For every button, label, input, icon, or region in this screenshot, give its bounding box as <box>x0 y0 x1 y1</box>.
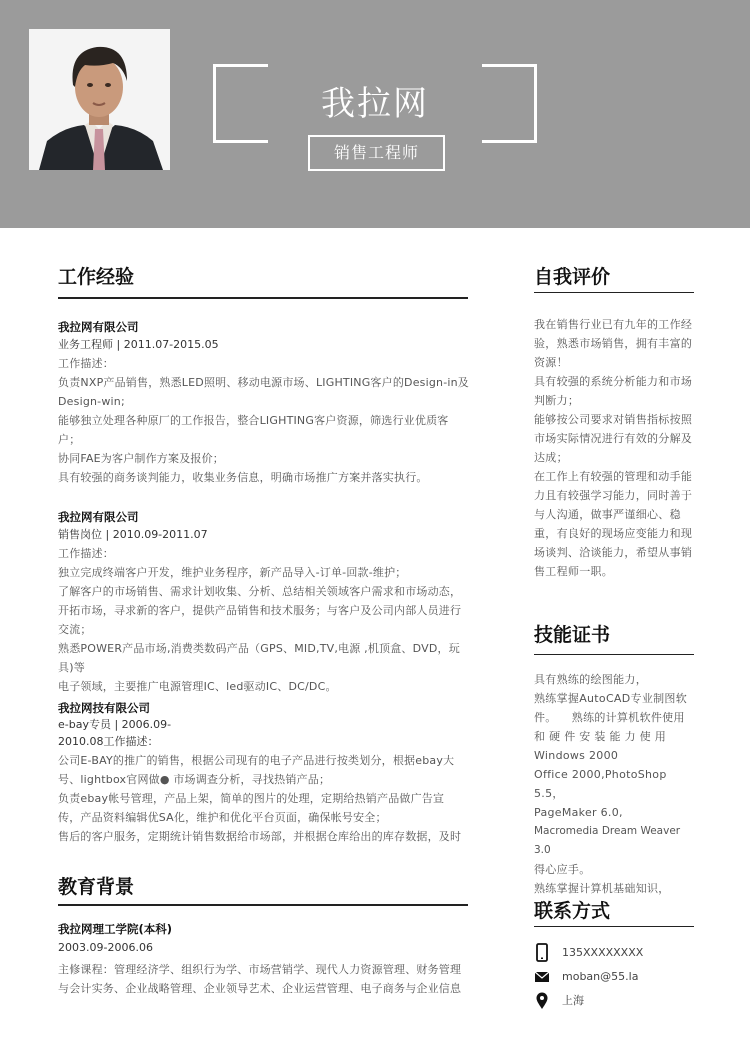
text-line: 我在销售行业已有九年的工作经 <box>534 318 693 331</box>
profile-photo-image <box>29 29 170 170</box>
text-line: 熟练掌握AutoCAD专业制图软 <box>534 692 688 705</box>
desc-line: 能够独立处理各种原厂的工作报告，整合LIGHTING客户资源，筛选行业优质客 <box>58 414 449 427</box>
skills-text <box>534 670 698 898</box>
desc-line: 公司E-BAY的推广的销售，根据公司现有的电子产品进行按类划分，根据ebay大 <box>58 754 455 767</box>
work-entry-2 <box>58 508 470 696</box>
text-line: 售工程师一职。 <box>534 565 614 578</box>
desc-line: 主修课程：管理经济学、组织行为学、市场营销学、现代人力资源管理、财务管理 <box>58 963 462 976</box>
self-eval-heading: 自我评价 <box>534 266 611 288</box>
text-line: 与人沟通，做事严谨细心、稳 <box>534 508 681 521</box>
text-line: 力且有较强学习能力，同时善于 <box>534 489 693 502</box>
desc-line: 开拓市场，寻求新的客户，提供产品销售和技术服务；与客户及公司内部人员进行 <box>58 604 462 617</box>
education-entry <box>58 920 470 998</box>
contact-phone <box>534 943 704 963</box>
text-line: PageMaker 6.0, <box>534 806 623 819</box>
desc-line: 负责NXP产品销售，熟悉LED照明、移动电源市场、LIGHTING客户的Design-in及 <box>58 376 470 389</box>
education-courses <box>58 960 470 998</box>
text-line: Macromedia Dream Weaver 3.0 <box>534 825 681 856</box>
contact-email <box>534 967 704 987</box>
desc-line: 交流； <box>58 623 92 636</box>
work-divider <box>58 297 468 299</box>
position-period-cont: 2010.08工作描述： <box>58 735 159 748</box>
mail-icon <box>534 967 550 987</box>
text-line: 资源！ <box>534 356 568 369</box>
desc-line: 售后的客户服务，定期统计销售数据给市场部，并根据仓库给出的库存数据，及时 <box>58 830 462 843</box>
position-period: 销售岗位 | 2010.09-2011.07 <box>58 528 208 541</box>
company-name: 我拉网有限公司 <box>58 510 139 524</box>
header-banner <box>0 0 750 228</box>
desc-line: 负责ebay帐号管理，产品上架，简单的图片的处理，定期给热销产品做广告宣 <box>58 792 445 805</box>
location-text: 上海 <box>562 994 584 1007</box>
desc-line: 与会计实务、企业战略管理、企业领导艺术、企业运营管理、电子商务与企业信息 <box>58 982 462 995</box>
desc-line: 电子领域，主要推广电源管理IC、led驱动IC、DC/DC。 <box>58 680 337 693</box>
contact-divider <box>534 926 694 927</box>
phone-number: 135XXXXXXXX <box>562 946 644 959</box>
desc-line: 号、lightbox官网做● 市场调查分析，寻找热销产品； <box>58 773 331 786</box>
location-pin-icon <box>534 991 550 1011</box>
text-line: 在工作上有较强的管理和动手能 <box>534 470 693 483</box>
desc-line: 了解客户的市场销售、需求计划收集、分析、总结相关领域客户需求和市场动态， <box>58 585 462 598</box>
text-line: 件。 熟练的计算机软件使用 <box>534 711 685 724</box>
school-name: 我拉网理工学院(本科) <box>58 922 173 936</box>
text-line: 熟练掌握计算机基础知识， <box>534 882 670 895</box>
work-description <box>58 751 470 846</box>
self-eval-divider <box>534 292 694 293</box>
text-line: 具有较强的系统分析能力和市场 <box>534 375 693 388</box>
text-line: 验，熟悉市场销售，拥有丰富的 <box>534 337 693 350</box>
education-heading: 教育背景 <box>58 876 135 898</box>
desc-line: Design-win; <box>58 395 125 408</box>
position-period: 业务工程师 | 2011.07-2015.05 <box>58 338 219 351</box>
profile-photo <box>29 29 170 170</box>
desc-line: 传，产品资料编辑优SA化，维护和优化平台页面，确保帐号安全； <box>58 811 387 824</box>
work-heading: 工作经验 <box>58 266 135 288</box>
education-period: 2003.09-2006.06 <box>58 941 153 954</box>
desc-line: 熟悉POWER产品市场,消费类数码产品（GPS、MID,TV,电源 ,机顶盒、DVD，玩具)等 <box>58 642 460 674</box>
contact-heading: 联系方式 <box>534 900 611 922</box>
text-line: Windows 2000 <box>534 749 619 762</box>
self-eval-text <box>534 315 698 581</box>
candidate-name: 我拉网 <box>321 84 429 124</box>
phone-icon <box>534 943 550 963</box>
text-line: 重，有良好的现场应变能力和现 <box>534 527 693 540</box>
desc-line: 工作描述： <box>58 547 114 560</box>
work-description <box>58 354 470 487</box>
desc-line: 协同FAE为客户制作方案及报价； <box>58 452 224 465</box>
text-line: 场谈判、洽谈能力，希望从事销 <box>534 546 693 559</box>
work-entry-3 <box>58 699 470 846</box>
email-address: moban@55.la <box>562 970 639 983</box>
title-bracket-left <box>213 64 268 143</box>
text-line: 得心应手。 <box>534 863 591 876</box>
education-divider <box>58 904 468 906</box>
text-line: 判断力； <box>534 394 580 407</box>
text-line: 具有熟练的绘图能力， <box>534 673 647 686</box>
text-line: 和 硬 件 安 装 能 力 使 用 <box>534 730 667 743</box>
text-line: 市场实际情况进行有效的分解及 <box>534 432 693 445</box>
company-name: 我拉网有限公司 <box>58 320 139 334</box>
company-name: 我拉网技有限公司 <box>58 701 150 715</box>
desc-line: 具有较强的商务谈判能力，收集业务信息，明确市场推广方案并落实执行。 <box>58 471 428 484</box>
position-period: e-bay专员 | 2006.09- <box>58 718 172 731</box>
desc-line: 户； <box>58 433 81 446</box>
skills-heading: 技能证书 <box>534 624 611 646</box>
desc-line: 工作描述： <box>58 357 114 370</box>
work-description <box>58 544 470 696</box>
skills-divider <box>534 654 694 655</box>
text-line: Office 2000,PhotoShop 5.5， <box>534 768 667 800</box>
title-bracket-right <box>482 64 537 143</box>
desc-line: 独立完成终端客户开发，维护业务程序，新产品导入-订单-回款-维护； <box>58 566 407 579</box>
job-title-box: 销售工程师 <box>308 135 445 171</box>
contact-location <box>534 991 704 1011</box>
text-line: 达成； <box>534 451 568 464</box>
text-line: 能够按公司要求对销售指标按照 <box>534 413 693 426</box>
work-entry-1 <box>58 318 470 487</box>
